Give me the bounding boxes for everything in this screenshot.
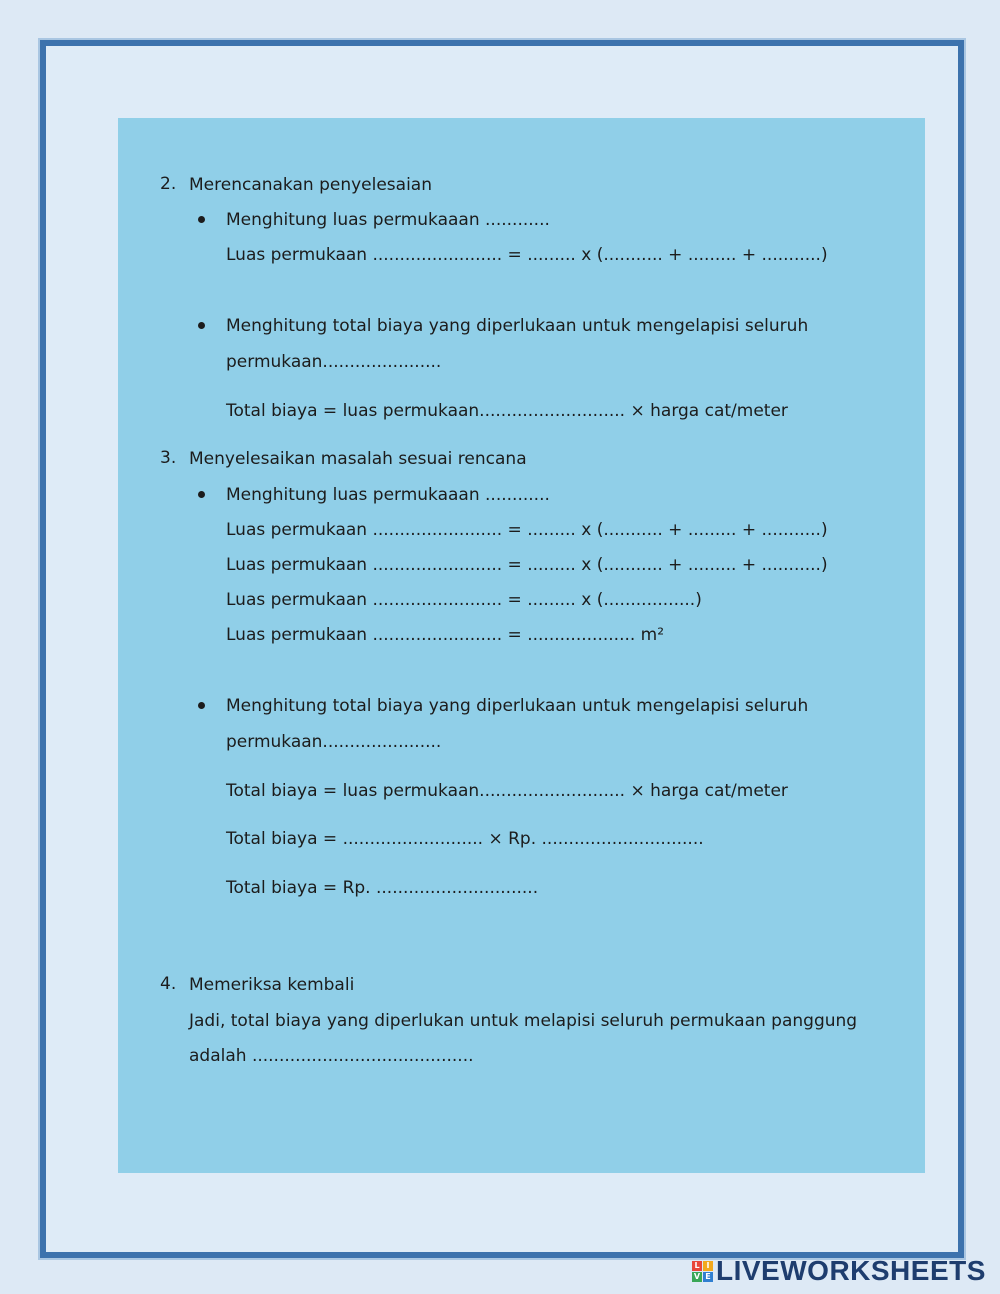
bullet-icon bbox=[198, 702, 205, 709]
logo-icon bbox=[692, 1261, 713, 1282]
step-3-area-line-4[interactable]: Luas permukaan ........................ = .................... m² bbox=[226, 625, 665, 645]
bullet-icon bbox=[198, 216, 205, 223]
bullet-icon bbox=[198, 322, 205, 329]
step-3-cost-line-1[interactable]: Total biaya = luas permukaan........................... × harga cat/meter bbox=[226, 781, 788, 801]
step-3-cost-line-2[interactable]: Total biaya = .......................... × Rp. .............................. bbox=[226, 829, 704, 849]
logo-letter: L bbox=[692, 1261, 702, 1271]
step-4-number: 4. bbox=[160, 974, 177, 994]
step-4-conclusion-line-2[interactable]: adalah ......................................... bbox=[189, 1046, 474, 1066]
step-2-number: 2. bbox=[160, 174, 177, 194]
step-2-bullet-1-title: Menghitung luas permukaaan ............ bbox=[226, 210, 550, 230]
logo-letter: E bbox=[703, 1272, 713, 1282]
step-2-cost-formula[interactable]: Total biaya = luas permukaan........................... × harga cat/meter bbox=[226, 401, 788, 421]
step-3-area-line-3[interactable]: Luas permukaan ........................ = ......... x (.................) bbox=[226, 590, 702, 610]
step-3-area-line-1[interactable]: Luas permukaan ........................ = ......... x (........... + ......... + ...........) bbox=[226, 520, 828, 540]
logo-letter: V bbox=[693, 1271, 701, 1281]
logo-text: LIVEWORKSHEETS bbox=[716, 1255, 986, 1286]
liveworksheets-logo[interactable] bbox=[692, 1256, 986, 1286]
step-3-number: 3. bbox=[160, 448, 177, 468]
step-4-conclusion-line-1: Jadi, total biaya yang diperlukan untuk melapisi seluruh permukaan panggung bbox=[189, 1011, 858, 1031]
bullet-icon bbox=[198, 491, 205, 498]
step-3-bullet-2-title: Menghitung total biaya yang diperlukaan untuk mengelapisi seluruh bbox=[226, 696, 809, 716]
step-3-area-line-2[interactable]: Luas permukaan ........................ = ......... x (........... + ......... + ...........) bbox=[226, 555, 828, 575]
step-3-title: Menyelesaikan masalah sesuai rencana bbox=[189, 449, 527, 469]
step-3-bullet-1-title: Menghitung luas permukaaan ............ bbox=[226, 485, 550, 505]
step-2-area-formula[interactable]: Luas permukaan ........................ = ......... x (........... + ......... + ...........) bbox=[226, 245, 828, 265]
step-4-title: Memeriksa kembali bbox=[189, 975, 355, 995]
step-2-bullet-2-title-cont[interactable]: permukaan...................... bbox=[226, 352, 442, 372]
step-3-cost-line-3[interactable]: Total biaya = Rp. .............................. bbox=[226, 878, 539, 898]
step-2-title: Merencanakan penyelesaian bbox=[189, 175, 432, 195]
step-3-bullet-2-title-cont[interactable]: permukaan...................... bbox=[226, 732, 442, 752]
step-2-bullet-2-title: Menghitung total biaya yang diperlukaan untuk mengelapisi seluruh bbox=[226, 316, 809, 336]
logo-letter: I bbox=[703, 1261, 713, 1271]
